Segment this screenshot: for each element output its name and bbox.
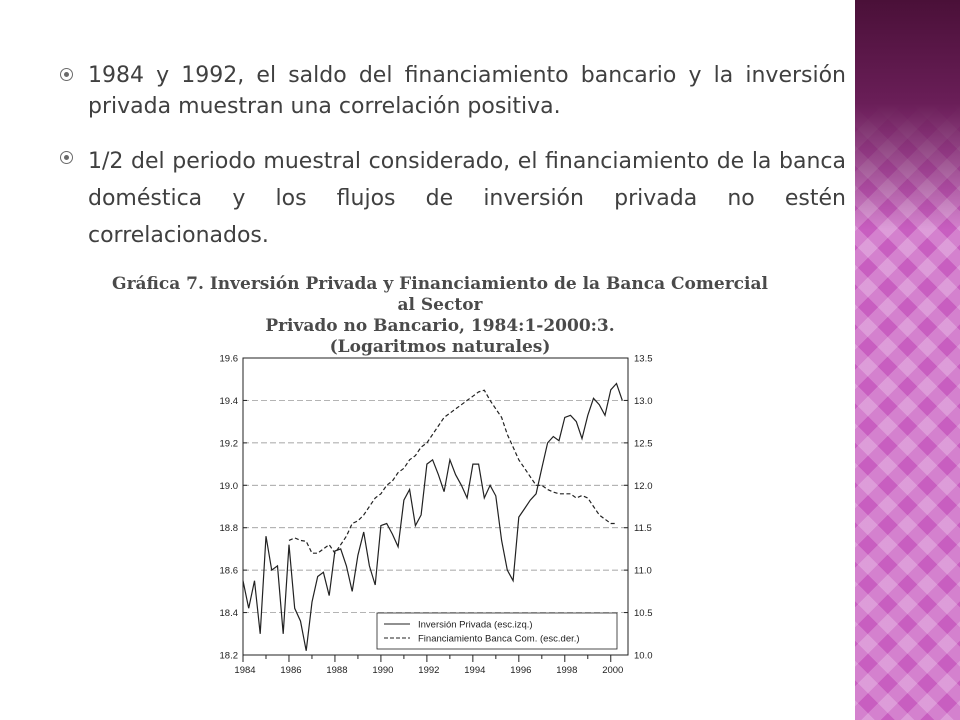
legend-label: Financiamiento Banca Com. (esc.der.) (418, 633, 580, 645)
x-tick-label: 1986 (280, 665, 302, 676)
left-tick-label: 18.6 (219, 565, 238, 577)
x-axis (234, 655, 623, 676)
x-tick-label: 1996 (510, 665, 532, 676)
legend-label: Inversión Privada (esc.izq.) (418, 619, 533, 631)
x-tick-label: 1988 (326, 665, 348, 676)
x-tick-label: 1984 (234, 665, 256, 676)
series-line-inversion (243, 384, 622, 651)
bullet-circle-icon (60, 68, 73, 81)
right-tick-label: 13.0 (634, 395, 653, 407)
bullet-text-2: 1/2 del periodo muestral considerado, el financiamiento de la banca doméstica y los flujos de inversión privada no estén correlacionados. (88, 149, 846, 248)
series-line-financiamiento (289, 390, 617, 553)
right-tick-label: 11.0 (634, 565, 652, 577)
bullet-item-2 (60, 143, 846, 254)
plot-frame (243, 358, 628, 655)
chart-title-line-1: Gráfica 7. Inversión Privada y Financiamiento de la Banca Comercial al Sector (112, 274, 768, 315)
decorative-sidebar (855, 0, 960, 720)
grid-lines (243, 400, 628, 612)
bullet-text-1: 1984 y 1992, el saldo del financiamiento bancario y la inversión privada muestran una correlación positiva. (88, 63, 846, 119)
x-tick-label: 1990 (372, 665, 394, 676)
left-tick-label: 18.2 (219, 650, 238, 662)
x-tick-label: 1994 (464, 665, 486, 676)
line-chart (210, 345, 670, 685)
left-tick-label: 19.6 (219, 353, 238, 365)
left-tick-label: 18.8 (219, 523, 238, 535)
bullet-item-1 (60, 60, 846, 122)
right-tick-label: 13.5 (634, 353, 653, 365)
left-tick-label: 19.0 (219, 480, 238, 492)
right-tick-label: 12.0 (634, 480, 653, 492)
x-tick-label: 1998 (556, 665, 578, 676)
bullet-circle-icon (60, 151, 73, 164)
chart-title-line-3: (Logaritmos naturales) (329, 337, 551, 357)
left-tick-label: 18.4 (219, 608, 238, 620)
legend (377, 613, 617, 649)
left-tick-label: 19.2 (219, 438, 238, 450)
sidebar-gradient (855, 0, 960, 230)
x-tick-label: 1992 (418, 665, 440, 676)
right-tick-label: 10.0 (634, 650, 653, 662)
right-tick-label: 12.5 (634, 438, 653, 450)
x-tick-label: 2000 (602, 665, 624, 676)
series-layer (243, 384, 622, 651)
right-tick-label: 11.5 (634, 523, 652, 535)
left-tick-label: 19.4 (219, 395, 238, 407)
chart-title-line-2: Privado no Bancario, 1984:1-2000:3. (265, 316, 615, 336)
right-tick-label: 10.5 (634, 608, 653, 620)
